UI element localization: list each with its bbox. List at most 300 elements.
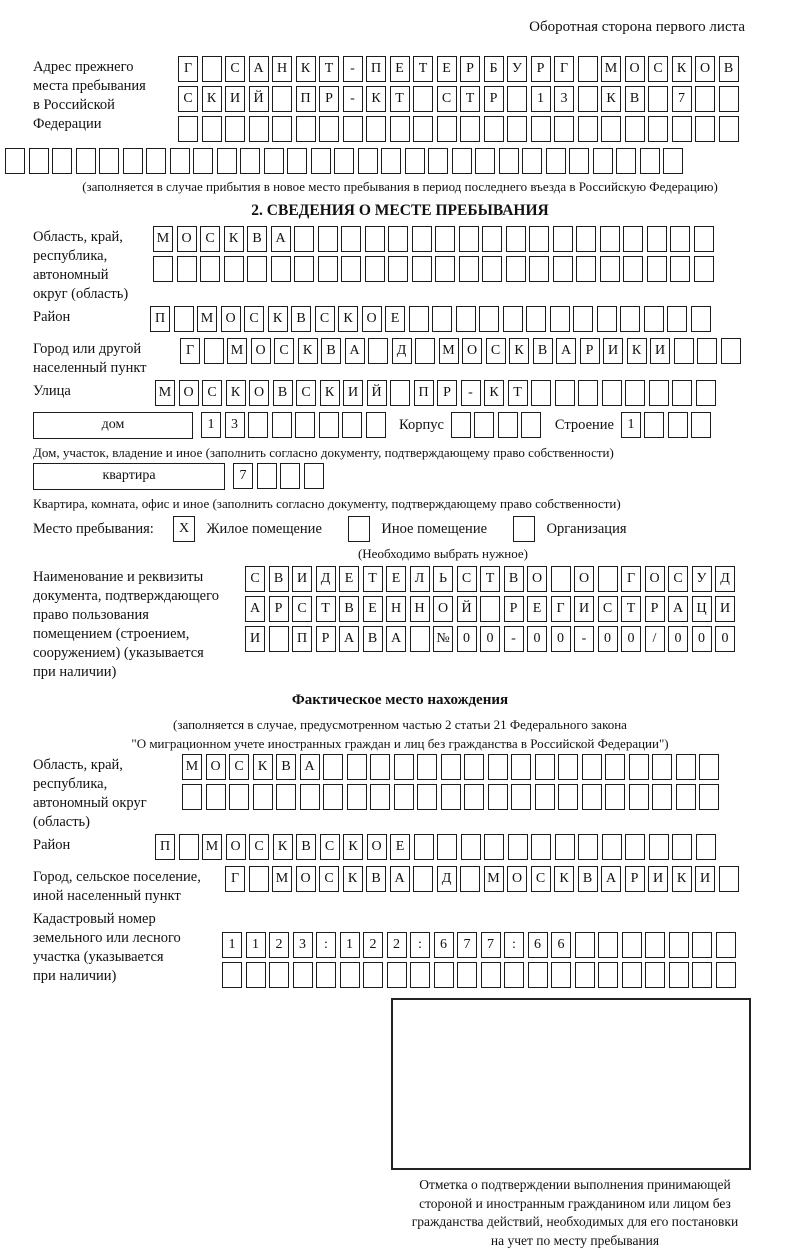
- char-cell[interactable]: П: [414, 380, 434, 406]
- char-cell[interactable]: К: [268, 306, 288, 332]
- char-cell-empty[interactable]: [667, 306, 687, 332]
- char-cell[interactable]: У: [692, 566, 712, 592]
- char-cell-empty[interactable]: [323, 754, 343, 780]
- char-cell-empty[interactable]: [670, 226, 690, 252]
- char-cell-empty[interactable]: [381, 148, 401, 174]
- char-cell[interactable]: Р: [504, 596, 524, 622]
- char-cell[interactable]: Б: [484, 56, 504, 82]
- char-cell[interactable]: П: [150, 306, 170, 332]
- char-cell[interactable]: У: [507, 56, 527, 82]
- char-cell-empty[interactable]: [257, 463, 277, 489]
- char-cell-empty[interactable]: [271, 256, 291, 282]
- char-cell[interactable]: О: [507, 866, 527, 892]
- char-cell[interactable]: К: [343, 834, 363, 860]
- char-cell[interactable]: Ь: [433, 566, 453, 592]
- char-cell[interactable]: О: [433, 596, 453, 622]
- char-cell[interactable]: Й: [249, 86, 269, 112]
- char-cell-empty[interactable]: [253, 784, 273, 810]
- char-cell-empty[interactable]: [578, 56, 598, 82]
- char-cell[interactable]: С: [292, 596, 312, 622]
- char-cell[interactable]: И: [648, 866, 668, 892]
- char-cell[interactable]: И: [603, 338, 623, 364]
- char-cell[interactable]: В: [247, 226, 267, 252]
- char-cell-empty[interactable]: [248, 412, 268, 438]
- char-cell[interactable]: Т: [390, 86, 410, 112]
- char-cell[interactable]: 6: [551, 932, 571, 958]
- char-cell-empty[interactable]: [600, 226, 620, 252]
- char-cell[interactable]: Г: [551, 596, 571, 622]
- char-cell[interactable]: Г: [180, 338, 200, 364]
- char-cell[interactable]: Р: [316, 626, 336, 652]
- char-cell-empty[interactable]: [623, 226, 643, 252]
- char-cell-empty[interactable]: [526, 306, 546, 332]
- char-cell[interactable]: М: [227, 338, 247, 364]
- char-cell-empty[interactable]: [461, 834, 481, 860]
- char-cell[interactable]: В: [533, 338, 553, 364]
- char-cell[interactable]: 2: [363, 932, 383, 958]
- char-cell-empty[interactable]: [365, 226, 385, 252]
- char-cell[interactable]: В: [339, 596, 359, 622]
- char-cell[interactable]: Е: [527, 596, 547, 622]
- char-cell-empty[interactable]: [452, 148, 472, 174]
- char-cell-empty[interactable]: [441, 754, 461, 780]
- char-cell-empty[interactable]: [293, 962, 313, 988]
- char-cell-empty[interactable]: [676, 784, 696, 810]
- char-cell[interactable]: -: [574, 626, 594, 652]
- char-cell[interactable]: С: [244, 306, 264, 332]
- char-cell[interactable]: С: [202, 380, 222, 406]
- char-cell[interactable]: О: [177, 226, 197, 252]
- char-cell[interactable]: К: [296, 56, 316, 82]
- char-cell-empty[interactable]: [182, 784, 202, 810]
- char-cell[interactable]: -: [461, 380, 481, 406]
- char-cell-empty[interactable]: [692, 962, 712, 988]
- char-cell-empty[interactable]: [578, 834, 598, 860]
- char-cell-empty[interactable]: [582, 754, 602, 780]
- char-cell-empty[interactable]: [52, 148, 72, 174]
- char-cell-empty[interactable]: [224, 256, 244, 282]
- char-cell[interactable]: 0: [668, 626, 688, 652]
- char-cell-empty[interactable]: [280, 463, 300, 489]
- char-cell-empty[interactable]: [555, 380, 575, 406]
- char-cell-empty[interactable]: [370, 784, 390, 810]
- char-cell[interactable]: С: [274, 338, 294, 364]
- char-cell[interactable]: С: [457, 566, 477, 592]
- char-cell-empty[interactable]: [506, 226, 526, 252]
- char-cell-empty[interactable]: [295, 412, 315, 438]
- char-cell-empty[interactable]: [99, 148, 119, 174]
- char-cell-empty[interactable]: [457, 962, 477, 988]
- char-cell[interactable]: К: [202, 86, 222, 112]
- char-cell-empty[interactable]: [417, 754, 437, 780]
- char-cell-empty[interactable]: [170, 148, 190, 174]
- char-cell[interactable]: Е: [390, 56, 410, 82]
- char-cell[interactable]: :: [504, 932, 524, 958]
- char-cell[interactable]: :: [410, 932, 430, 958]
- char-cell-empty[interactable]: [484, 834, 504, 860]
- char-cell-empty[interactable]: [598, 566, 618, 592]
- char-cell-empty[interactable]: [464, 754, 484, 780]
- char-cell[interactable]: А: [345, 338, 365, 364]
- char-cell[interactable]: :: [316, 932, 336, 958]
- char-cell[interactable]: 3: [293, 932, 313, 958]
- char-cell[interactable]: Г: [225, 866, 245, 892]
- char-cell-empty[interactable]: [417, 784, 437, 810]
- char-cell-empty[interactable]: [479, 306, 499, 332]
- char-cell[interactable]: В: [273, 380, 293, 406]
- char-cell[interactable]: Й: [367, 380, 387, 406]
- char-cell-empty[interactable]: [593, 148, 613, 174]
- char-cell[interactable]: Д: [316, 566, 336, 592]
- char-cell[interactable]: Д: [437, 866, 457, 892]
- char-cell[interactable]: К: [484, 380, 504, 406]
- char-cell[interactable]: С: [315, 306, 335, 332]
- char-cell-empty[interactable]: [177, 256, 197, 282]
- char-cell[interactable]: В: [578, 866, 598, 892]
- char-cell[interactable]: И: [574, 596, 594, 622]
- char-cell-empty[interactable]: [441, 784, 461, 810]
- char-cell-empty[interactable]: [669, 962, 689, 988]
- char-cell-empty[interactable]: [674, 338, 694, 364]
- char-cell[interactable]: О: [249, 380, 269, 406]
- char-cell[interactable]: В: [366, 866, 386, 892]
- char-cell-empty[interactable]: [605, 754, 625, 780]
- char-cell[interactable]: 7: [481, 932, 501, 958]
- char-cell[interactable]: В: [291, 306, 311, 332]
- char-cell-empty[interactable]: [551, 566, 571, 592]
- char-cell-empty[interactable]: [692, 932, 712, 958]
- char-cell[interactable]: П: [155, 834, 175, 860]
- char-cell-empty[interactable]: [334, 148, 354, 174]
- char-cell-empty[interactable]: [178, 116, 198, 142]
- char-cell-empty[interactable]: [347, 754, 367, 780]
- char-cell-empty[interactable]: [432, 306, 452, 332]
- char-cell[interactable]: И: [343, 380, 363, 406]
- char-cell[interactable]: 3: [225, 412, 245, 438]
- char-cell-empty[interactable]: [645, 962, 665, 988]
- char-cell[interactable]: Т: [508, 380, 528, 406]
- char-cell[interactable]: С: [486, 338, 506, 364]
- char-cell[interactable]: Н: [410, 596, 430, 622]
- char-cell-empty[interactable]: [484, 116, 504, 142]
- char-cell-empty[interactable]: [318, 226, 338, 252]
- char-cell-empty[interactable]: [428, 148, 448, 174]
- char-cell[interactable]: К: [273, 834, 293, 860]
- char-cell-empty[interactable]: [569, 148, 589, 174]
- char-cell[interactable]: А: [245, 596, 265, 622]
- char-cell-empty[interactable]: [597, 306, 617, 332]
- char-cell[interactable]: 0: [692, 626, 712, 652]
- char-cell-empty[interactable]: [672, 834, 692, 860]
- char-cell[interactable]: Е: [437, 56, 457, 82]
- char-cell[interactable]: Е: [363, 596, 383, 622]
- checkbox-organizatsiya[interactable]: [513, 516, 535, 542]
- char-cell-empty[interactable]: [363, 962, 383, 988]
- char-cell[interactable]: К: [343, 866, 363, 892]
- char-cell-empty[interactable]: [550, 306, 570, 332]
- char-cell[interactable]: А: [601, 866, 621, 892]
- char-cell-empty[interactable]: [605, 784, 625, 810]
- char-cell-empty[interactable]: [405, 148, 425, 174]
- char-cell-empty[interactable]: [456, 306, 476, 332]
- char-cell-empty[interactable]: [415, 338, 435, 364]
- char-cell[interactable]: 0: [715, 626, 735, 652]
- char-cell[interactable]: 0: [480, 626, 500, 652]
- char-cell[interactable]: В: [719, 56, 739, 82]
- char-cell[interactable]: -: [343, 56, 363, 82]
- char-cell[interactable]: 3: [554, 86, 574, 112]
- char-cell-empty[interactable]: [153, 256, 173, 282]
- char-cell[interactable]: Р: [625, 866, 645, 892]
- char-cell-empty[interactable]: [217, 148, 237, 174]
- char-cell-empty[interactable]: [506, 256, 526, 282]
- char-cell-empty[interactable]: [694, 226, 714, 252]
- char-cell-empty[interactable]: [460, 116, 480, 142]
- char-cell-empty[interactable]: [269, 626, 289, 652]
- char-cell[interactable]: Г: [554, 56, 574, 82]
- char-cell[interactable]: М: [155, 380, 175, 406]
- char-cell-empty[interactable]: [528, 962, 548, 988]
- char-cell-empty[interactable]: [272, 86, 292, 112]
- char-cell-empty[interactable]: [29, 148, 49, 174]
- char-cell[interactable]: К: [554, 866, 574, 892]
- char-cell[interactable]: И: [245, 626, 265, 652]
- char-cell-empty[interactable]: [504, 962, 524, 988]
- char-cell[interactable]: -: [504, 626, 524, 652]
- char-cell[interactable]: К: [366, 86, 386, 112]
- char-cell[interactable]: С: [598, 596, 618, 622]
- char-cell-empty[interactable]: [625, 116, 645, 142]
- char-cell[interactable]: Д: [715, 566, 735, 592]
- char-cell-empty[interactable]: [287, 148, 307, 174]
- char-cell[interactable]: 0: [457, 626, 477, 652]
- char-cell[interactable]: 7: [233, 463, 253, 489]
- char-cell-empty[interactable]: [222, 962, 242, 988]
- char-cell[interactable]: Р: [580, 338, 600, 364]
- char-cell[interactable]: 1: [222, 932, 242, 958]
- char-cell-empty[interactable]: [412, 226, 432, 252]
- char-cell[interactable]: Т: [460, 86, 480, 112]
- char-cell[interactable]: П: [296, 86, 316, 112]
- char-cell[interactable]: 0: [621, 626, 641, 652]
- char-cell[interactable]: 0: [527, 626, 547, 652]
- char-cell-empty[interactable]: [652, 754, 672, 780]
- char-cell-empty[interactable]: [294, 256, 314, 282]
- char-cell-empty[interactable]: [622, 962, 642, 988]
- char-cell-empty[interactable]: [507, 86, 527, 112]
- char-cell[interactable]: Е: [339, 566, 359, 592]
- char-cell[interactable]: 1: [621, 412, 641, 438]
- char-cell[interactable]: С: [319, 866, 339, 892]
- char-cell[interactable]: Е: [385, 306, 405, 332]
- char-cell-empty[interactable]: [553, 226, 573, 252]
- char-cell-empty[interactable]: [663, 148, 683, 174]
- char-cell-empty[interactable]: [649, 834, 669, 860]
- char-cell-empty[interactable]: [582, 784, 602, 810]
- char-cell-empty[interactable]: [629, 754, 649, 780]
- char-cell-empty[interactable]: [347, 784, 367, 810]
- char-cell-empty[interactable]: [575, 932, 595, 958]
- char-cell[interactable]: С: [668, 566, 688, 592]
- char-cell-empty[interactable]: [522, 148, 542, 174]
- char-cell[interactable]: И: [292, 566, 312, 592]
- house-type-box[interactable]: дом: [33, 412, 193, 439]
- char-cell-empty[interactable]: [276, 784, 296, 810]
- char-cell[interactable]: О: [462, 338, 482, 364]
- char-cell-empty[interactable]: [695, 86, 715, 112]
- char-cell[interactable]: О: [179, 380, 199, 406]
- char-cell[interactable]: Н: [272, 56, 292, 82]
- char-cell-empty[interactable]: [300, 784, 320, 810]
- char-cell[interactable]: А: [556, 338, 576, 364]
- char-cell-empty[interactable]: [388, 226, 408, 252]
- char-cell-empty[interactable]: [246, 962, 266, 988]
- char-cell[interactable]: А: [249, 56, 269, 82]
- char-cell[interactable]: К: [224, 226, 244, 252]
- char-cell[interactable]: С: [245, 566, 265, 592]
- char-cell-empty[interactable]: [304, 463, 324, 489]
- char-cell-empty[interactable]: [459, 256, 479, 282]
- checkbox-zhiloe-pomeshchenie[interactable]: X: [173, 516, 195, 542]
- char-cell[interactable]: Ц: [692, 596, 712, 622]
- char-cell-empty[interactable]: [296, 116, 316, 142]
- char-cell-empty[interactable]: [578, 380, 598, 406]
- char-cell-empty[interactable]: [625, 834, 645, 860]
- char-cell[interactable]: В: [276, 754, 296, 780]
- char-cell-empty[interactable]: [341, 256, 361, 282]
- char-cell[interactable]: В: [504, 566, 524, 592]
- char-cell[interactable]: М: [153, 226, 173, 252]
- char-cell-empty[interactable]: [644, 306, 664, 332]
- char-cell-empty[interactable]: [464, 784, 484, 810]
- char-cell[interactable]: С: [531, 866, 551, 892]
- char-cell[interactable]: 7: [672, 86, 692, 112]
- char-cell-empty[interactable]: [531, 834, 551, 860]
- char-cell[interactable]: В: [363, 626, 383, 652]
- char-cell[interactable]: О: [296, 866, 316, 892]
- char-cell-empty[interactable]: [696, 834, 716, 860]
- char-cell-empty[interactable]: [511, 784, 531, 810]
- char-cell-empty[interactable]: [648, 116, 668, 142]
- char-cell[interactable]: К: [672, 56, 692, 82]
- char-cell-empty[interactable]: [670, 256, 690, 282]
- char-cell-empty[interactable]: [272, 412, 292, 438]
- char-cell[interactable]: 1: [340, 932, 360, 958]
- char-cell-empty[interactable]: [719, 86, 739, 112]
- char-cell-empty[interactable]: [652, 784, 672, 810]
- char-cell[interactable]: Т: [363, 566, 383, 592]
- char-cell[interactable]: 0: [551, 626, 571, 652]
- char-cell[interactable]: С: [320, 834, 340, 860]
- char-cell[interactable]: К: [320, 380, 340, 406]
- char-cell[interactable]: М: [272, 866, 292, 892]
- char-cell-empty[interactable]: [578, 116, 598, 142]
- char-cell[interactable]: К: [253, 754, 273, 780]
- char-cell[interactable]: А: [339, 626, 359, 652]
- char-cell[interactable]: М: [197, 306, 217, 332]
- char-cell-empty[interactable]: [409, 306, 429, 332]
- char-cell-empty[interactable]: [410, 626, 430, 652]
- char-cell[interactable]: Р: [269, 596, 289, 622]
- char-cell-empty[interactable]: [437, 834, 457, 860]
- char-cell-empty[interactable]: [414, 834, 434, 860]
- char-cell[interactable]: Р: [437, 380, 457, 406]
- char-cell[interactable]: 6: [434, 932, 454, 958]
- char-cell-empty[interactable]: [481, 962, 501, 988]
- char-cell[interactable]: Т: [316, 596, 336, 622]
- char-cell[interactable]: А: [300, 754, 320, 780]
- char-cell-empty[interactable]: [341, 226, 361, 252]
- char-cell[interactable]: М: [601, 56, 621, 82]
- char-cell[interactable]: О: [362, 306, 382, 332]
- char-cell-empty[interactable]: [76, 148, 96, 174]
- char-cell[interactable]: Е: [390, 834, 410, 860]
- char-cell-empty[interactable]: [719, 866, 739, 892]
- char-cell-empty[interactable]: [343, 116, 363, 142]
- char-cell[interactable]: И: [695, 866, 715, 892]
- char-cell[interactable]: С: [229, 754, 249, 780]
- char-cell[interactable]: П: [366, 56, 386, 82]
- char-cell-empty[interactable]: [412, 256, 432, 282]
- char-cell-empty[interactable]: [390, 380, 410, 406]
- char-cell-empty[interactable]: [620, 306, 640, 332]
- char-cell-empty[interactable]: [225, 116, 245, 142]
- char-cell[interactable]: Д: [392, 338, 412, 364]
- char-cell-empty[interactable]: [716, 962, 736, 988]
- char-cell-empty[interactable]: [546, 148, 566, 174]
- char-cell[interactable]: О: [226, 834, 246, 860]
- char-cell[interactable]: С: [225, 56, 245, 82]
- char-cell-empty[interactable]: [598, 932, 618, 958]
- char-cell-empty[interactable]: [719, 116, 739, 142]
- char-cell-empty[interactable]: [394, 754, 414, 780]
- char-cell[interactable]: С: [249, 834, 269, 860]
- char-cell[interactable]: Р: [460, 56, 480, 82]
- char-cell-empty[interactable]: [647, 226, 667, 252]
- char-cell-empty[interactable]: [366, 412, 386, 438]
- char-cell[interactable]: С: [648, 56, 668, 82]
- char-cell-empty[interactable]: [507, 116, 527, 142]
- char-cell-empty[interactable]: [388, 256, 408, 282]
- char-cell-empty[interactable]: [202, 56, 222, 82]
- char-cell[interactable]: Г: [178, 56, 198, 82]
- char-cell-empty[interactable]: [629, 784, 649, 810]
- char-cell[interactable]: О: [695, 56, 715, 82]
- char-cell[interactable]: О: [221, 306, 241, 332]
- char-cell-empty[interactable]: [370, 754, 390, 780]
- char-cell-empty[interactable]: [511, 754, 531, 780]
- char-cell-empty[interactable]: [669, 932, 689, 958]
- char-cell-empty[interactable]: [558, 754, 578, 780]
- char-cell-empty[interactable]: [553, 256, 573, 282]
- checkbox-inoe-pomeshchenie[interactable]: [348, 516, 370, 542]
- char-cell-empty[interactable]: [521, 412, 541, 438]
- char-cell[interactable]: К: [509, 338, 529, 364]
- char-cell-empty[interactable]: [488, 754, 508, 780]
- char-cell-empty[interactable]: [294, 226, 314, 252]
- char-cell-empty[interactable]: [5, 148, 25, 174]
- char-cell[interactable]: О: [527, 566, 547, 592]
- char-cell-empty[interactable]: [691, 306, 711, 332]
- char-cell-empty[interactable]: [368, 338, 388, 364]
- char-cell[interactable]: С: [178, 86, 198, 112]
- char-cell[interactable]: А: [271, 226, 291, 252]
- char-cell[interactable]: М: [202, 834, 222, 860]
- char-cell-empty[interactable]: [578, 86, 598, 112]
- char-cell-empty[interactable]: [200, 256, 220, 282]
- char-cell[interactable]: О: [251, 338, 271, 364]
- char-cell[interactable]: С: [200, 226, 220, 252]
